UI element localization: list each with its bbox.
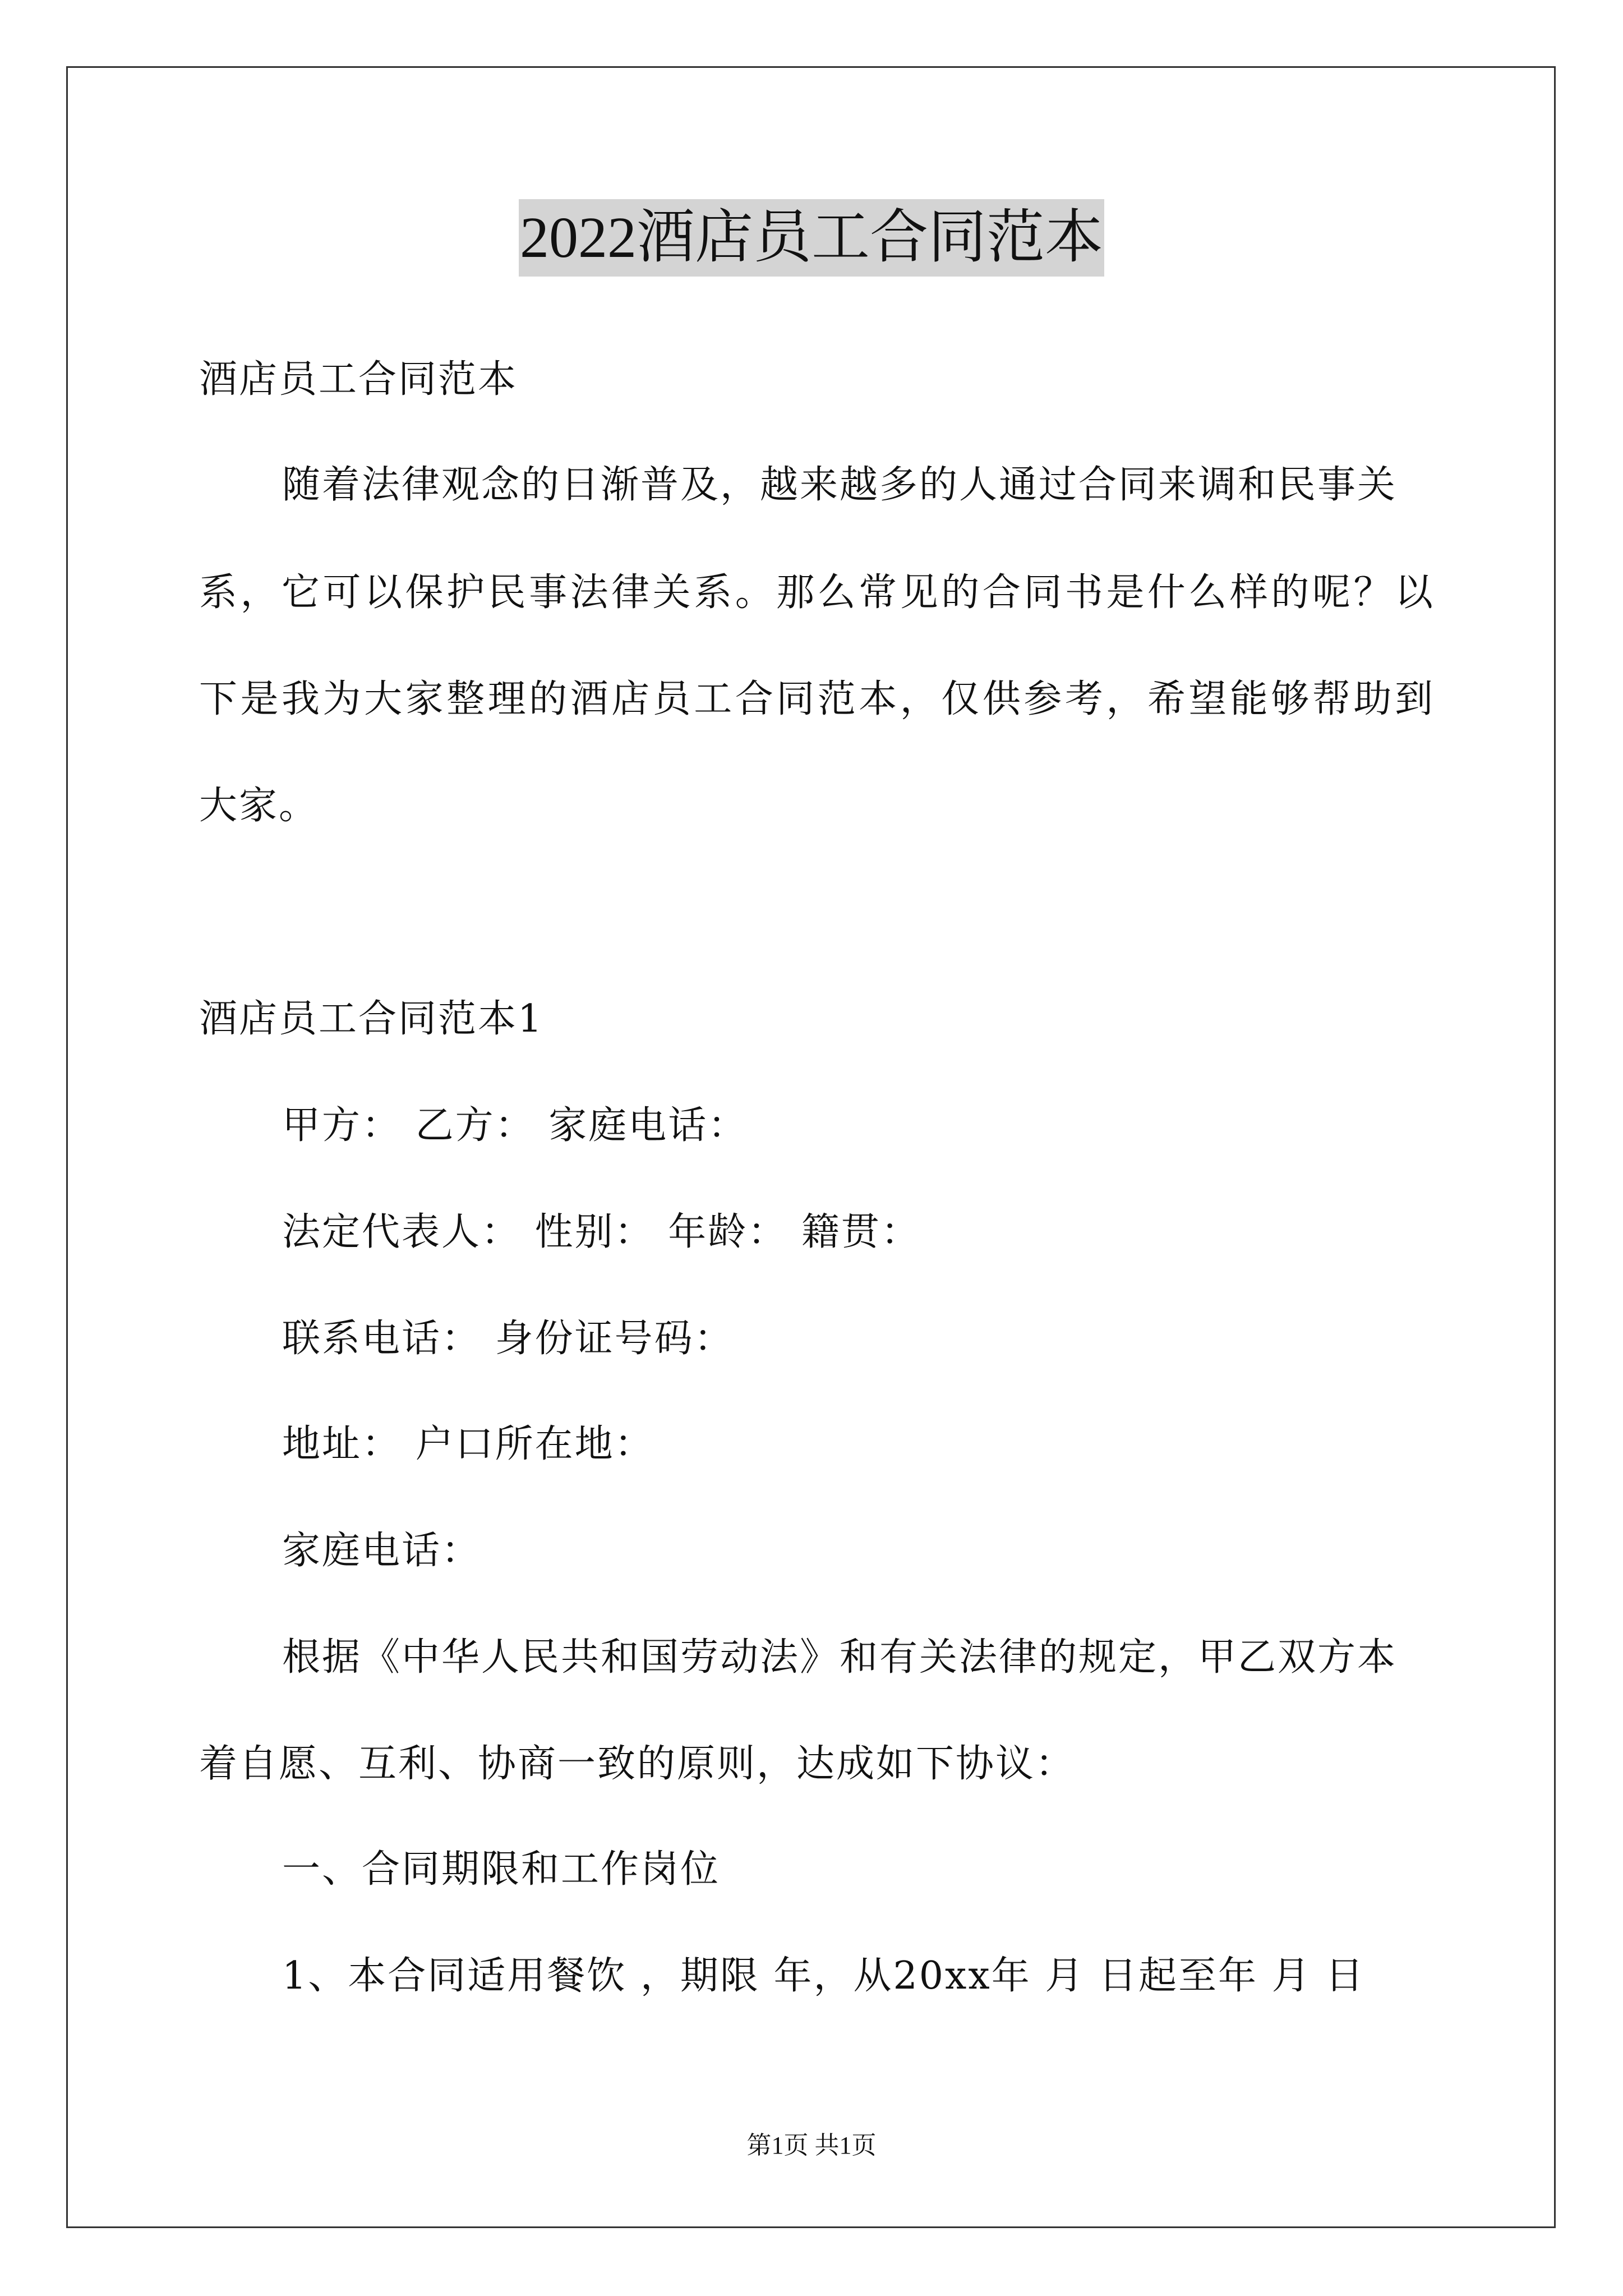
document-title: 2022酒店员工合同范本 <box>519 199 1104 277</box>
form-field-line: 家庭电话： <box>282 1529 482 1573</box>
paragraph-line: 根据《中华人民共和国劳动法》和有关法律的规定，甲乙双方本 <box>282 1635 1398 1680</box>
page-footer: 第1页 共1页 <box>746 2132 877 2159</box>
paragraph-line: 着自愿、互利、协商一致的原则，达成如下协议： <box>199 1742 1076 1786</box>
form-field-line: 法定代表人： 性别： 年龄： 籍贯： <box>282 1210 921 1254</box>
section-heading: 酒店员工合同范本 <box>199 357 518 402</box>
title-container <box>0 199 1623 277</box>
form-field-line: 甲方： 乙方： 家庭电话： <box>282 1103 748 1148</box>
clause-heading: 一、合同期限和工作岗位 <box>282 1847 721 1892</box>
paragraph-line: 随着法律观念的日渐普及，越来越多的人通过合同来调和民事关 <box>282 463 1398 507</box>
paragraph-line: 系，它可以保护民事法律关系。那么常见的合同书是什么样的呢？以 <box>199 570 1433 615</box>
clause-line: 1、本合同适用餐饮 ，期限 年，从20xx年 月 日起至年 月 日 <box>282 1954 1366 1998</box>
paragraph-line: 大家。 <box>199 784 319 828</box>
form-field-line: 地址： 户口所在地： <box>282 1422 654 1466</box>
section-heading: 酒店员工合同范本1 <box>199 997 544 1041</box>
form-field-line: 联系电话： 身份证号码： <box>282 1317 734 1361</box>
paragraph-line: 下是我为大家整理的酒店员工合同范本，仅供参考，希望能够帮助到 <box>199 677 1433 721</box>
